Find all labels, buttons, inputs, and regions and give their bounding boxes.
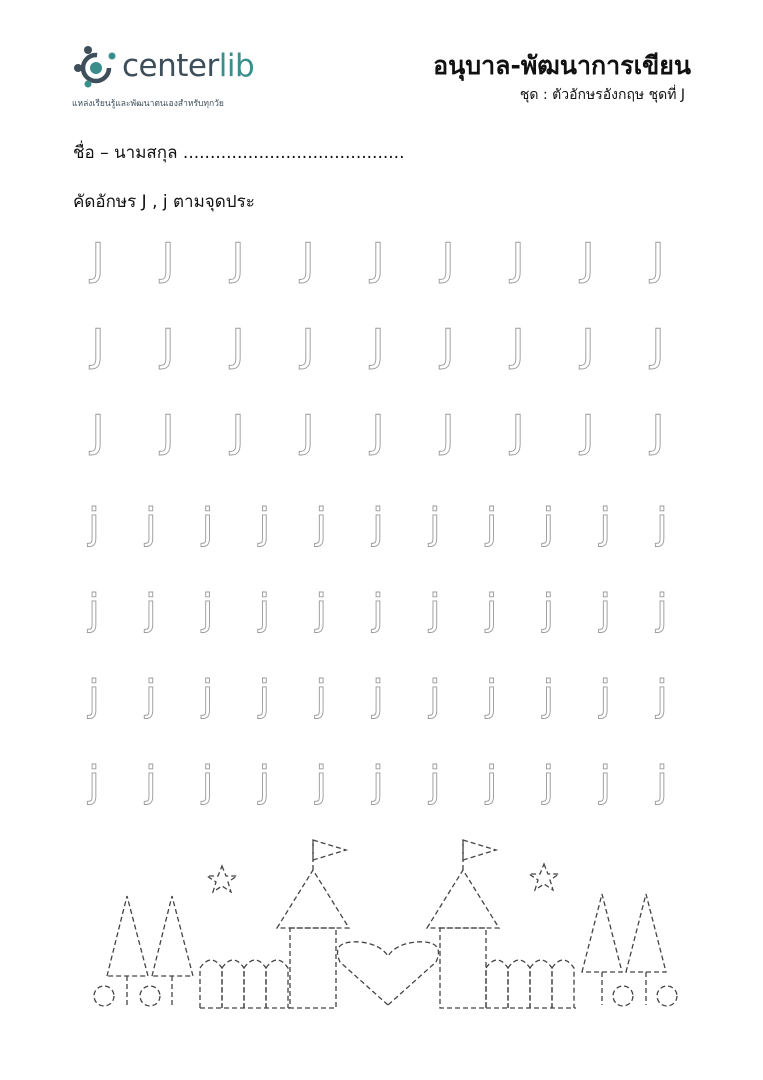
trace-letter-lowercase-j: j (315, 671, 328, 720)
name-field-label: ชื่อ – นามสกุล ......................................... (73, 143, 405, 163)
trace-letter-lowercase-j: j (428, 757, 441, 806)
trace-letter-lowercase-j: j (144, 499, 157, 548)
trace-letter-uppercase-j: J (91, 406, 105, 457)
trace-letter-lowercase-j: j (258, 671, 271, 720)
trace-letter-lowercase-j: j (542, 757, 555, 806)
page-title: อนุบาล-พัฒนาการเขียน (433, 51, 691, 80)
castle-scene (0, 830, 763, 1030)
star-icon (207, 866, 237, 892)
trace-letter-uppercase-j: J (91, 234, 105, 285)
trace-letter-uppercase-j: J (511, 234, 525, 285)
trace-letter-lowercase-j: j (542, 585, 555, 634)
trace-letter-uppercase-j: J (511, 406, 525, 457)
flag-icon (313, 840, 346, 860)
trace-letter-lowercase-j: j (144, 671, 157, 720)
trace-letter-uppercase-j: J (231, 406, 245, 457)
trace-letter-lowercase-j: j (88, 585, 100, 634)
trace-letter-lowercase-j: j (599, 585, 612, 634)
trace-letter-uppercase-j: J (511, 320, 525, 371)
trace-letter-uppercase-j: J (231, 234, 245, 285)
trace-letter-uppercase-j: J (161, 320, 175, 371)
fence-icon (486, 960, 576, 1008)
trace-letter-uppercase-j: J (91, 320, 105, 371)
trace-letter-lowercase-j: j (315, 757, 328, 806)
trace-letter-uppercase-j: J (441, 320, 455, 371)
trace-letter-lowercase-j: j (599, 671, 612, 720)
instruction-text: คัดอักษร J , j ตามจุดประ (73, 192, 255, 212)
trace-letter-lowercase-j: j (485, 757, 498, 806)
trace-letter-uppercase-j: J (301, 320, 315, 371)
bush-icon (94, 986, 114, 1006)
trace-letter-lowercase-j: j (372, 757, 384, 806)
page-subtitle: ชุด : ตัวอักษรอังกฤษ ชุดที่ J (519, 87, 685, 103)
trace-letter-uppercase-j: J (581, 320, 595, 371)
bush-icon (657, 986, 677, 1006)
brand-name-part1: center (122, 48, 219, 84)
trace-letter-lowercase-j: j (372, 585, 384, 634)
bush-icon (613, 986, 633, 1006)
tree-icon (107, 896, 193, 1005)
trace-letter-uppercase-j: J (581, 234, 595, 285)
trace-letter-uppercase-j: J (231, 320, 245, 371)
trace-letter-lowercase-j: j (428, 671, 441, 720)
trace-letter-uppercase-j: J (581, 406, 595, 457)
tree-icon (582, 894, 666, 1005)
trace-letter-lowercase-j: j (428, 585, 441, 634)
trace-letter-lowercase-j: j (315, 499, 328, 548)
fence-icon (200, 960, 290, 1008)
bush-icon (140, 986, 160, 1006)
trace-letter-lowercase-j: j (201, 757, 214, 806)
trace-letter-lowercase-j: j (88, 499, 100, 548)
trace-letter-lowercase-j: j (428, 499, 441, 548)
trace-letter-lowercase-j: j (315, 585, 328, 634)
heart-icon (338, 942, 439, 1005)
trace-letter-uppercase-j: J (371, 406, 385, 457)
trace-letter-uppercase-j: J (371, 320, 385, 371)
trace-letter-lowercase-j: j (201, 585, 214, 634)
flag-icon (463, 840, 496, 860)
trace-letter-uppercase-j: J (161, 234, 175, 285)
trace-letter-lowercase-j: j (258, 585, 271, 634)
trace-letter-lowercase-j: j (201, 499, 214, 548)
trace-letter-lowercase-j: j (258, 499, 271, 548)
trace-letter-lowercase-j: j (599, 499, 612, 548)
brand-name-part2: lib (218, 48, 255, 84)
trace-letter-uppercase-j: J (301, 406, 315, 457)
trace-letter-uppercase-j: J (651, 406, 665, 457)
trace-letter-lowercase-j: j (656, 585, 668, 634)
trace-letter-lowercase-j: j (599, 757, 612, 806)
trace-letter-lowercase-j: j (485, 671, 498, 720)
trace-letter-lowercase-j: j (485, 585, 498, 634)
trace-letter-lowercase-j: j (656, 757, 668, 806)
trace-letter-lowercase-j: j (656, 671, 668, 720)
trace-letter-uppercase-j: J (441, 406, 455, 457)
trace-letter-lowercase-j: j (144, 757, 157, 806)
trace-letter-lowercase-j: j (542, 499, 555, 548)
trace-letter-uppercase-j: J (161, 406, 175, 457)
trace-letter-lowercase-j: j (144, 585, 157, 634)
trace-letter-lowercase-j: j (88, 757, 100, 806)
trace-letter-lowercase-j: j (258, 757, 271, 806)
trace-letter-lowercase-j: j (485, 499, 498, 548)
brand-tagline: แหล่งเรียนรู้และพัฒนาตนเองสำหรับทุกวัย (72, 99, 224, 109)
trace-letter-uppercase-j: J (651, 234, 665, 285)
trace-letter-uppercase-j: J (651, 320, 665, 371)
trace-letter-lowercase-j: j (542, 671, 555, 720)
trace-letter-lowercase-j: j (88, 671, 100, 720)
star-icon (529, 864, 559, 890)
trace-letter-uppercase-j: J (441, 234, 455, 285)
trace-letter-uppercase-j: J (301, 234, 315, 285)
trace-letter-lowercase-j: j (372, 499, 384, 548)
trace-letter-lowercase-j: j (372, 671, 384, 720)
trace-letter-lowercase-j: j (656, 499, 668, 548)
trace-letter-lowercase-j: j (201, 671, 214, 720)
castle-tower-icon (427, 840, 499, 1008)
trace-letter-uppercase-j: J (371, 234, 385, 285)
